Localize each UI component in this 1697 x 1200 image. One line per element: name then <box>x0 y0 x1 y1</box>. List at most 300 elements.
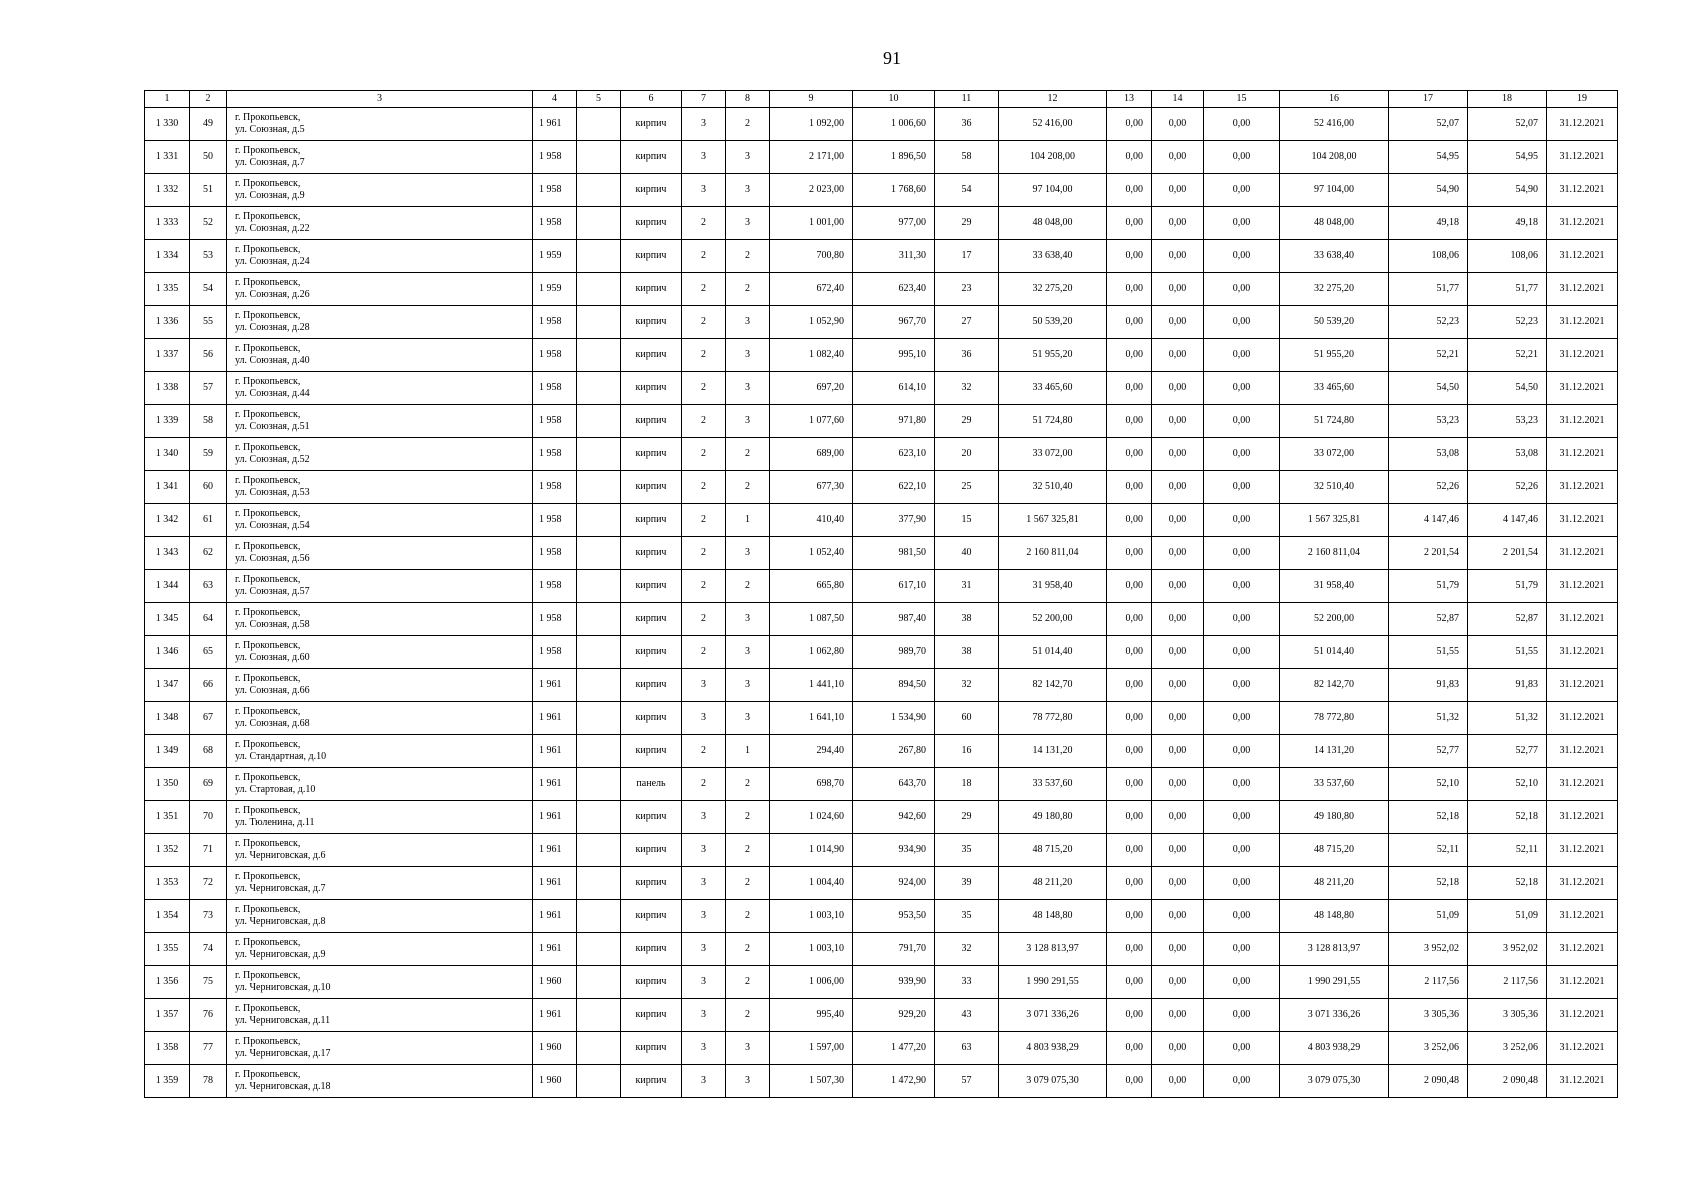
cell-col-19: 31.12.2021 <box>1547 207 1618 240</box>
cell-col-6: кирпич <box>621 999 682 1032</box>
cell-item-number: 77 <box>190 1032 227 1065</box>
cell-col-14: 0,00 <box>1152 1032 1204 1065</box>
cell-col-17: 3 252,06 <box>1389 1032 1468 1065</box>
cell-col-9: 1 092,00 <box>770 108 853 141</box>
cell-address <box>227 801 533 834</box>
cell-col-11: 36 <box>935 339 999 372</box>
address-street: ул. Союзная, д.66 <box>235 685 310 696</box>
cell-address <box>227 603 533 636</box>
cell-col-16: 48 715,20 <box>1280 834 1389 867</box>
cell-col-15: 0,00 <box>1204 405 1280 438</box>
cell-col-8: 2 <box>726 570 770 603</box>
cell-col-12: 52 200,00 <box>999 603 1107 636</box>
cell-col-14: 0,00 <box>1152 867 1204 900</box>
cell-address <box>227 141 533 174</box>
cell-col-8: 2 <box>726 471 770 504</box>
cell-col-9: 689,00 <box>770 438 853 471</box>
cell-col-8: 3 <box>726 339 770 372</box>
cell-col-13: 0,00 <box>1107 933 1152 966</box>
cell-address <box>227 174 533 207</box>
cell-col-14: 0,00 <box>1152 999 1204 1032</box>
cell-col-19: 31.12.2021 <box>1547 537 1618 570</box>
cell-item-number: 70 <box>190 801 227 834</box>
cell-col-9: 1 062,80 <box>770 636 853 669</box>
cell-address <box>227 636 533 669</box>
cell-col-17: 2 090,48 <box>1389 1065 1468 1098</box>
cell-item-number: 71 <box>190 834 227 867</box>
cell-col-19: 31.12.2021 <box>1547 768 1618 801</box>
cell-col-18: 51,77 <box>1468 273 1547 306</box>
cell-col-8: 2 <box>726 966 770 999</box>
address-city: г. Прокопьевск, <box>235 244 301 255</box>
cell-col-18: 51,09 <box>1468 900 1547 933</box>
cell-col-7: 2 <box>682 570 726 603</box>
cell-col-4: 1 961 <box>533 933 577 966</box>
address-city: г. Прокопьевск, <box>235 376 301 387</box>
cell-col-5 <box>577 273 621 306</box>
address-city: г. Прокопьевск, <box>235 541 301 552</box>
cell-col-9: 1 077,60 <box>770 405 853 438</box>
cell-col-13: 0,00 <box>1107 801 1152 834</box>
address-street: ул. Союзная, д.68 <box>235 718 310 729</box>
cell-col-7: 3 <box>682 1032 726 1065</box>
cell-col-16: 82 142,70 <box>1280 669 1389 702</box>
table-row <box>145 933 1618 966</box>
cell-col-11: 23 <box>935 273 999 306</box>
column-header: 5 <box>577 91 621 108</box>
cell-col-12: 32 510,40 <box>999 471 1107 504</box>
cell-col-13: 0,00 <box>1107 1065 1152 1098</box>
cell-col-5 <box>577 702 621 735</box>
cell-col-10: 377,90 <box>853 504 935 537</box>
cell-col-10: 622,10 <box>853 471 935 504</box>
cell-col-4: 1 961 <box>533 768 577 801</box>
cell-col-7: 3 <box>682 933 726 966</box>
cell-col-15: 0,00 <box>1204 933 1280 966</box>
cell-col-8: 2 <box>726 834 770 867</box>
cell-col-18: 2 201,54 <box>1468 537 1547 570</box>
cell-col-17: 108,06 <box>1389 240 1468 273</box>
cell-col-14: 0,00 <box>1152 966 1204 999</box>
cell-col-14: 0,00 <box>1152 603 1204 636</box>
cell-col-9: 2 171,00 <box>770 141 853 174</box>
address-city: г. Прокопьевск, <box>235 277 301 288</box>
cell-col-12: 48 048,00 <box>999 207 1107 240</box>
cell-item-number: 53 <box>190 240 227 273</box>
cell-col-14: 0,00 <box>1152 108 1204 141</box>
cell-col-10: 623,10 <box>853 438 935 471</box>
cell-col-5 <box>577 603 621 636</box>
cell-col-11: 20 <box>935 438 999 471</box>
cell-row-number: 1 349 <box>145 735 190 768</box>
cell-col-19: 31.12.2021 <box>1547 273 1618 306</box>
cell-col-10: 1 006,60 <box>853 108 935 141</box>
cell-address <box>227 108 533 141</box>
column-header: 18 <box>1468 91 1547 108</box>
cell-col-16: 1 567 325,81 <box>1280 504 1389 537</box>
cell-col-12: 104 208,00 <box>999 141 1107 174</box>
cell-item-number: 57 <box>190 372 227 405</box>
cell-col-15: 0,00 <box>1204 339 1280 372</box>
cell-col-18: 3 952,02 <box>1468 933 1547 966</box>
cell-col-4: 1 961 <box>533 702 577 735</box>
cell-col-15: 0,00 <box>1204 834 1280 867</box>
cell-row-number: 1 342 <box>145 504 190 537</box>
address-city: г. Прокопьевск, <box>235 145 301 156</box>
cell-col-13: 0,00 <box>1107 504 1152 537</box>
address-city: г. Прокопьевск, <box>235 442 301 453</box>
cell-col-14: 0,00 <box>1152 438 1204 471</box>
cell-col-18: 91,83 <box>1468 669 1547 702</box>
cell-address <box>227 966 533 999</box>
cell-col-12: 51 014,40 <box>999 636 1107 669</box>
cell-item-number: 49 <box>190 108 227 141</box>
cell-col-4: 1 958 <box>533 636 577 669</box>
cell-col-9: 672,40 <box>770 273 853 306</box>
cell-col-19: 31.12.2021 <box>1547 603 1618 636</box>
address-street: ул. Союзная, д.40 <box>235 355 310 366</box>
cell-address <box>227 471 533 504</box>
cell-col-8: 3 <box>726 405 770 438</box>
cell-col-17: 52,10 <box>1389 768 1468 801</box>
address-street: ул. Союзная, д.28 <box>235 322 310 333</box>
cell-col-4: 1 961 <box>533 801 577 834</box>
cell-col-6: кирпич <box>621 306 682 339</box>
cell-col-8: 2 <box>726 900 770 933</box>
cell-col-16: 48 148,80 <box>1280 900 1389 933</box>
cell-col-19: 31.12.2021 <box>1547 339 1618 372</box>
address-street: ул. Черниговская, д.9 <box>235 949 326 960</box>
cell-col-16: 48 048,00 <box>1280 207 1389 240</box>
cell-address <box>227 834 533 867</box>
cell-col-16: 51 014,40 <box>1280 636 1389 669</box>
cell-col-12: 82 142,70 <box>999 669 1107 702</box>
cell-col-16: 52 200,00 <box>1280 603 1389 636</box>
cell-col-8: 3 <box>726 702 770 735</box>
cell-row-number: 1 340 <box>145 438 190 471</box>
cell-col-7: 3 <box>682 999 726 1032</box>
address-city: г. Прокопьевск, <box>235 1036 301 1047</box>
cell-col-14: 0,00 <box>1152 636 1204 669</box>
column-header: 12 <box>999 91 1107 108</box>
cell-col-4: 1 958 <box>533 339 577 372</box>
cell-col-6: кирпич <box>621 108 682 141</box>
cell-col-10: 1 896,50 <box>853 141 935 174</box>
cell-col-14: 0,00 <box>1152 372 1204 405</box>
cell-col-19: 31.12.2021 <box>1547 1032 1618 1065</box>
table-row <box>145 273 1618 306</box>
page-number: 91 <box>883 48 901 68</box>
cell-col-6: кирпич <box>621 603 682 636</box>
cell-item-number: 75 <box>190 966 227 999</box>
cell-col-19: 31.12.2021 <box>1547 801 1618 834</box>
cell-col-15: 0,00 <box>1204 372 1280 405</box>
cell-col-19: 31.12.2021 <box>1547 438 1618 471</box>
cell-col-18: 54,90 <box>1468 174 1547 207</box>
address-street: ул. Тюленина, д.11 <box>235 817 315 828</box>
column-header: 13 <box>1107 91 1152 108</box>
cell-col-6: кирпич <box>621 933 682 966</box>
cell-col-7: 2 <box>682 306 726 339</box>
cell-col-11: 27 <box>935 306 999 339</box>
cell-item-number: 68 <box>190 735 227 768</box>
cell-item-number: 65 <box>190 636 227 669</box>
cell-col-4: 1 958 <box>533 438 577 471</box>
cell-col-12: 33 638,40 <box>999 240 1107 273</box>
cell-col-6: кирпич <box>621 471 682 504</box>
cell-col-16: 31 958,40 <box>1280 570 1389 603</box>
cell-col-18: 52,77 <box>1468 735 1547 768</box>
cell-col-8: 3 <box>726 1032 770 1065</box>
cell-col-10: 1 768,60 <box>853 174 935 207</box>
table-body <box>145 108 1618 1098</box>
cell-col-11: 31 <box>935 570 999 603</box>
cell-col-15: 0,00 <box>1204 1065 1280 1098</box>
address-street: ул. Стартовая, д.10 <box>235 784 316 795</box>
cell-col-18: 3 305,36 <box>1468 999 1547 1032</box>
cell-col-9: 1 052,90 <box>770 306 853 339</box>
cell-col-17: 51,09 <box>1389 900 1468 933</box>
cell-col-11: 29 <box>935 207 999 240</box>
column-header: 15 <box>1204 91 1280 108</box>
cell-col-17: 52,23 <box>1389 306 1468 339</box>
cell-col-14: 0,00 <box>1152 273 1204 306</box>
cell-col-19: 31.12.2021 <box>1547 999 1618 1032</box>
cell-col-9: 2 023,00 <box>770 174 853 207</box>
address-street: ул. Союзная, д.51 <box>235 421 310 432</box>
cell-col-15: 0,00 <box>1204 240 1280 273</box>
cell-col-13: 0,00 <box>1107 306 1152 339</box>
cell-address <box>227 999 533 1032</box>
cell-col-11: 25 <box>935 471 999 504</box>
housing-table-container <box>144 90 1618 1098</box>
cell-col-18: 52,87 <box>1468 603 1547 636</box>
cell-col-4: 1 961 <box>533 108 577 141</box>
cell-col-19: 31.12.2021 <box>1547 834 1618 867</box>
cell-col-8: 3 <box>726 636 770 669</box>
cell-col-14: 0,00 <box>1152 537 1204 570</box>
table-row <box>145 636 1618 669</box>
cell-address <box>227 207 533 240</box>
cell-col-13: 0,00 <box>1107 207 1152 240</box>
cell-col-13: 0,00 <box>1107 867 1152 900</box>
cell-col-7: 2 <box>682 438 726 471</box>
cell-item-number: 66 <box>190 669 227 702</box>
address-city: г. Прокопьевск, <box>235 904 301 915</box>
address-city: г. Прокопьевск, <box>235 475 301 486</box>
cell-col-9: 1 641,10 <box>770 702 853 735</box>
cell-col-5 <box>577 141 621 174</box>
cell-item-number: 64 <box>190 603 227 636</box>
cell-item-number: 60 <box>190 471 227 504</box>
housing-table <box>144 90 1618 1098</box>
cell-col-15: 0,00 <box>1204 273 1280 306</box>
cell-item-number: 69 <box>190 768 227 801</box>
address-city: г. Прокопьевск, <box>235 838 301 849</box>
cell-col-5 <box>577 570 621 603</box>
cell-col-4: 1 961 <box>533 999 577 1032</box>
cell-col-13: 0,00 <box>1107 834 1152 867</box>
cell-col-7: 2 <box>682 405 726 438</box>
cell-col-5 <box>577 372 621 405</box>
cell-col-8: 3 <box>726 669 770 702</box>
cell-address <box>227 438 533 471</box>
cell-col-16: 33 072,00 <box>1280 438 1389 471</box>
cell-col-6: кирпич <box>621 438 682 471</box>
table-row <box>145 801 1618 834</box>
table-row <box>145 141 1618 174</box>
cell-row-number: 1 341 <box>145 471 190 504</box>
cell-col-5 <box>577 306 621 339</box>
cell-col-16: 97 104,00 <box>1280 174 1389 207</box>
cell-col-15: 0,00 <box>1204 999 1280 1032</box>
cell-col-11: 54 <box>935 174 999 207</box>
cell-col-19: 31.12.2021 <box>1547 966 1618 999</box>
cell-col-14: 0,00 <box>1152 570 1204 603</box>
cell-col-5 <box>577 207 621 240</box>
cell-col-18: 51,32 <box>1468 702 1547 735</box>
cell-col-13: 0,00 <box>1107 768 1152 801</box>
cell-row-number: 1 337 <box>145 339 190 372</box>
cell-col-16: 49 180,80 <box>1280 801 1389 834</box>
cell-col-18: 53,23 <box>1468 405 1547 438</box>
cell-col-9: 1 087,50 <box>770 603 853 636</box>
cell-col-19: 31.12.2021 <box>1547 504 1618 537</box>
cell-row-number: 1 356 <box>145 966 190 999</box>
address-city: г. Прокопьевск, <box>235 178 301 189</box>
table-row <box>145 504 1618 537</box>
address-street: ул. Союзная, д.53 <box>235 487 310 498</box>
cell-col-16: 78 772,80 <box>1280 702 1389 735</box>
cell-col-11: 16 <box>935 735 999 768</box>
cell-col-8: 2 <box>726 273 770 306</box>
cell-col-5 <box>577 801 621 834</box>
cell-col-19: 31.12.2021 <box>1547 405 1618 438</box>
cell-col-5 <box>577 900 621 933</box>
cell-col-5 <box>577 537 621 570</box>
cell-col-12: 1 567 325,81 <box>999 504 1107 537</box>
cell-row-number: 1 351 <box>145 801 190 834</box>
cell-col-7: 3 <box>682 900 726 933</box>
address-street: ул. Союзная, д.52 <box>235 454 310 465</box>
cell-col-6: кирпич <box>621 273 682 306</box>
cell-col-16: 48 211,20 <box>1280 867 1389 900</box>
address-street: ул. Черниговская, д.8 <box>235 916 326 927</box>
cell-col-4: 1 960 <box>533 1032 577 1065</box>
cell-col-4: 1 958 <box>533 207 577 240</box>
cell-row-number: 1 343 <box>145 537 190 570</box>
address-street: ул. Союзная, д.44 <box>235 388 310 399</box>
cell-col-6: кирпич <box>621 570 682 603</box>
cell-col-5 <box>577 339 621 372</box>
cell-col-17: 51,55 <box>1389 636 1468 669</box>
column-header: 1 <box>145 91 190 108</box>
cell-col-4: 1 960 <box>533 966 577 999</box>
cell-col-15: 0,00 <box>1204 966 1280 999</box>
cell-col-18: 52,18 <box>1468 801 1547 834</box>
cell-col-18: 52,18 <box>1468 867 1547 900</box>
cell-col-6: кирпич <box>621 240 682 273</box>
table-row <box>145 306 1618 339</box>
cell-row-number: 1 348 <box>145 702 190 735</box>
cell-col-4: 1 958 <box>533 471 577 504</box>
address-city: г. Прокопьевск, <box>235 871 301 882</box>
cell-col-17: 91,83 <box>1389 669 1468 702</box>
cell-col-14: 0,00 <box>1152 900 1204 933</box>
address-city: г. Прокопьевск, <box>235 112 301 123</box>
cell-col-16: 3 128 813,97 <box>1280 933 1389 966</box>
cell-col-11: 38 <box>935 603 999 636</box>
cell-row-number: 1 353 <box>145 867 190 900</box>
cell-col-17: 52,11 <box>1389 834 1468 867</box>
cell-row-number: 1 359 <box>145 1065 190 1098</box>
cell-col-4: 1 958 <box>533 570 577 603</box>
cell-col-7: 3 <box>682 801 726 834</box>
cell-col-19: 31.12.2021 <box>1547 636 1618 669</box>
cell-item-number: 61 <box>190 504 227 537</box>
cell-col-5 <box>577 999 621 1032</box>
table-row <box>145 372 1618 405</box>
cell-col-7: 3 <box>682 141 726 174</box>
cell-col-8: 3 <box>726 1065 770 1098</box>
cell-col-15: 0,00 <box>1204 438 1280 471</box>
cell-col-11: 17 <box>935 240 999 273</box>
cell-col-13: 0,00 <box>1107 636 1152 669</box>
cell-col-6: кирпич <box>621 669 682 702</box>
cell-col-8: 3 <box>726 306 770 339</box>
cell-address <box>227 372 533 405</box>
cell-col-9: 697,20 <box>770 372 853 405</box>
column-header: 10 <box>853 91 935 108</box>
table-row <box>145 735 1618 768</box>
cell-col-9: 1 003,10 <box>770 933 853 966</box>
cell-col-14: 0,00 <box>1152 702 1204 735</box>
cell-col-13: 0,00 <box>1107 273 1152 306</box>
cell-col-4: 1 959 <box>533 273 577 306</box>
address-city: г. Прокопьевск, <box>235 1003 301 1014</box>
cell-col-9: 1 052,40 <box>770 537 853 570</box>
cell-col-10: 1 534,90 <box>853 702 935 735</box>
cell-col-6: кирпич <box>621 900 682 933</box>
table-row <box>145 537 1618 570</box>
cell-col-14: 0,00 <box>1152 801 1204 834</box>
column-header: 2 <box>190 91 227 108</box>
cell-item-number: 52 <box>190 207 227 240</box>
cell-col-8: 2 <box>726 867 770 900</box>
cell-col-17: 54,90 <box>1389 174 1468 207</box>
cell-col-7: 3 <box>682 702 726 735</box>
cell-col-10: 924,00 <box>853 867 935 900</box>
cell-col-7: 2 <box>682 240 726 273</box>
cell-col-13: 0,00 <box>1107 240 1152 273</box>
cell-col-7: 2 <box>682 372 726 405</box>
address-city: г. Прокопьевск, <box>235 640 301 651</box>
cell-col-4: 1 961 <box>533 867 577 900</box>
cell-col-17: 52,87 <box>1389 603 1468 636</box>
cell-col-11: 43 <box>935 999 999 1032</box>
cell-col-9: 677,30 <box>770 471 853 504</box>
cell-item-number: 72 <box>190 867 227 900</box>
cell-row-number: 1 354 <box>145 900 190 933</box>
cell-col-18: 54,95 <box>1468 141 1547 174</box>
cell-col-19: 31.12.2021 <box>1547 900 1618 933</box>
cell-col-15: 0,00 <box>1204 867 1280 900</box>
cell-col-9: 1 004,40 <box>770 867 853 900</box>
cell-col-7: 2 <box>682 768 726 801</box>
cell-col-6: кирпич <box>621 966 682 999</box>
cell-col-8: 2 <box>726 108 770 141</box>
cell-col-18: 2 090,48 <box>1468 1065 1547 1098</box>
